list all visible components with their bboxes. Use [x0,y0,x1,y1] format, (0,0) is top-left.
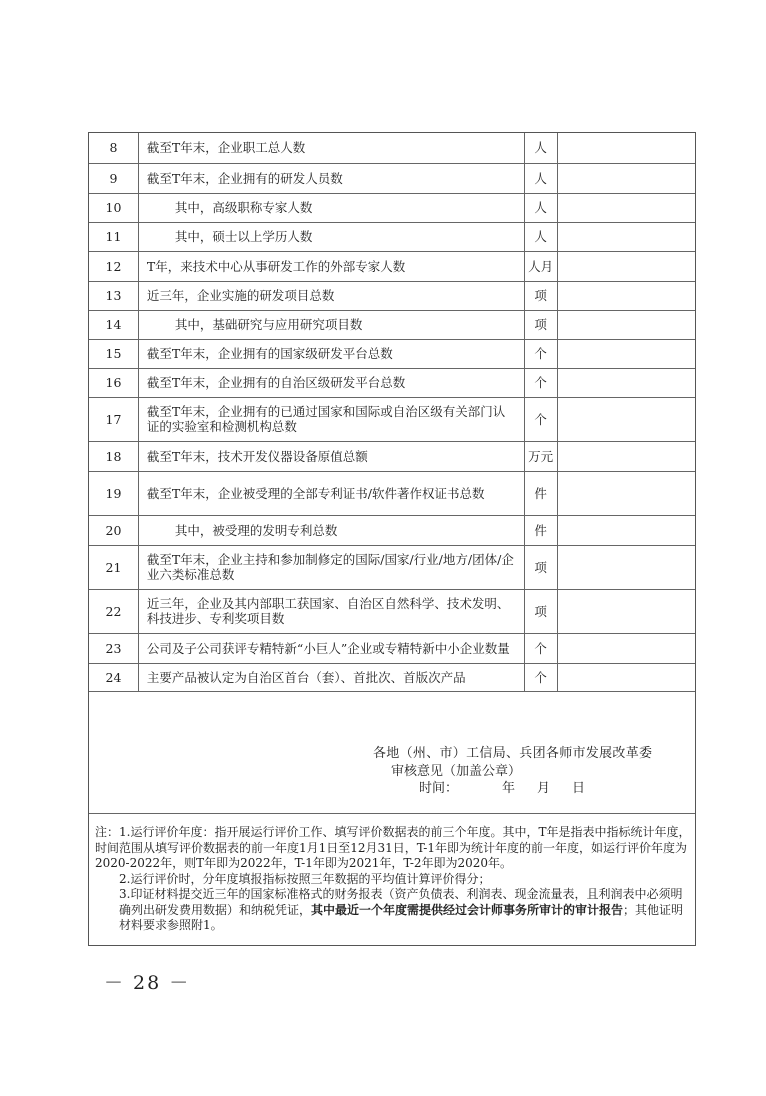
value-cell[interactable] [557,441,695,471]
unit-cell: 个 [524,663,557,691]
indicator-name: 其中，被受理的发明专利总数 [138,515,524,545]
page-number: － 28 － [104,972,191,994]
row-number: 13 [89,281,138,310]
note-1: 注：1.运行评价年度：指开展运行评价工作、填写评价数据表的前三个年度。其中，T年是指表中指标统计年度，时间范围从填写评价数据表的前一年度1月1日至12月31日，T-1年即为统计年度的前一年度，如运行评价年度为2020-2022年，则T年即为2022年，T-1年即为2021年，T-2年即为2020年。 [95,825,691,870]
indicator-table [89,133,695,692]
table-row [89,193,695,222]
indicator-name: 截至T年末，企业拥有的已通过国家和国际或自治区级有关部门认证的实验室和检测机构总数 [138,397,524,441]
row-number: 15 [89,339,138,368]
table-row [89,222,695,251]
table-row [89,633,695,663]
row-number: 21 [89,545,138,589]
indicator-name: 其中，基础研究与应用研究项目数 [138,310,524,339]
table-row [89,310,695,339]
indicator-name: 公司及子公司获评专精特新“小巨人”企业或专精特新中小企业数量 [138,633,524,663]
unit-cell: 人 [524,163,557,193]
value-cell[interactable] [557,133,695,163]
unit-cell: 个 [524,633,557,663]
year-label: 年 [502,781,516,796]
unit-cell: 项 [524,545,557,589]
value-cell[interactable] [557,633,695,663]
unit-cell: 个 [524,339,557,368]
value-cell[interactable] [557,281,695,310]
value-cell[interactable] [557,515,695,545]
review-section [89,700,695,814]
value-cell[interactable] [557,663,695,691]
row-number: 17 [89,397,138,441]
row-number: 8 [89,133,138,163]
indicator-name: 其中，高级职称专家人数 [138,193,524,222]
table-row [89,471,695,515]
notes-section [95,825,691,934]
row-number: 16 [89,368,138,397]
indicator-name: 截至T年末，企业拥有的自治区级研发平台总数 [138,368,524,397]
indicator-name: 截至T年末，企业拥有的研发人员数 [138,163,524,193]
month-label: 月 [537,781,551,796]
day-label: 日 [572,781,586,796]
indicator-name: 其中，硕士以上学历人数 [138,222,524,251]
row-number: 12 [89,251,138,281]
note-3-text: 3.印证材料提交近三年的国家标准格式的财务报表（资产负债表、利润表、现金流量表，且利润表中必须明确列出研发费用数据）和纳税凭证， [119,887,683,917]
row-number: 23 [89,633,138,663]
table-row [89,368,695,397]
table-row [89,163,695,193]
value-cell[interactable] [557,589,695,633]
row-number: 11 [89,222,138,251]
unit-cell: 人 [524,222,557,251]
indicator-name: T年，来技术中心从事研发工作的外部专家人数 [138,251,524,281]
table-row [89,397,695,441]
table-row [89,133,695,163]
value-cell[interactable] [557,339,695,368]
row-number: 10 [89,193,138,222]
value-cell[interactable] [557,471,695,515]
note-3 [95,887,691,934]
unit-cell: 件 [524,515,557,545]
row-number: 9 [89,163,138,193]
unit-cell: 个 [524,368,557,397]
table-row [89,441,695,471]
row-number: 20 [89,515,138,545]
note-2: 2.运行评价时，分年度填报指标按照三年数据的平均值计算评价得分； [119,871,491,886]
time-label: 时间： [419,781,459,796]
note-3-end: ；其他证明材料要求参照附1。 [119,902,684,932]
unit-cell: 项 [524,281,557,310]
value-cell[interactable] [557,163,695,193]
table-row [89,515,695,545]
indicator-name: 截至T年末，企业拥有的国家级研发平台总数 [138,339,524,368]
unit-cell: 万元 [524,441,557,471]
table-row [89,663,695,691]
value-cell[interactable] [557,222,695,251]
unit-cell: 人 [524,133,557,163]
table-row [89,589,695,633]
unit-cell: 人月 [524,251,557,281]
unit-cell: 个 [524,397,557,441]
value-cell[interactable] [557,545,695,589]
unit-cell: 件 [524,471,557,515]
row-number: 19 [89,471,138,515]
table-row [89,545,695,589]
indicator-name: 截至T年末，企业职工总人数 [138,133,524,163]
table-row [89,251,695,281]
review-organization: 各地（州、市）工信局、兵团各师市发展改革委 [373,746,653,761]
unit-cell: 项 [524,310,557,339]
note-3-bold: 其中最近一个年度需提供经过会计师事务所审计的审计报告 [311,902,624,917]
value-cell[interactable] [557,368,695,397]
indicator-name: 截至T年末，企业主持和参加制修定的国际/国家/行业/地方/团体/企业六类标准总数 [138,545,524,589]
review-opinion-label: 审核意见（加盖公章） [391,764,522,779]
row-number: 14 [89,310,138,339]
table-row [89,281,695,310]
unit-cell: 项 [524,589,557,633]
value-cell[interactable] [557,193,695,222]
indicator-name: 主要产品被认定为自治区首台（套）、首批次、首版次产品 [138,663,524,691]
row-number: 22 [89,589,138,633]
review-time [419,777,585,796]
unit-cell: 人 [524,193,557,222]
indicator-name: 截至T年末，技术开发仪器设备原值总额 [138,441,524,471]
indicator-name: 近三年，企业及其内部职工获国家、自治区自然科学、技术发明、科技进步、专利奖项目数 [138,589,524,633]
form-frame [88,132,696,946]
row-number: 24 [89,663,138,691]
value-cell[interactable] [557,251,695,281]
indicator-name: 截至T年末，企业被受理的全部专利证书/软件著作权证书总数 [138,471,524,515]
value-cell[interactable] [557,310,695,339]
indicator-name: 近三年，企业实施的研发项目总数 [138,281,524,310]
value-cell[interactable] [557,397,695,441]
row-number: 18 [89,441,138,471]
table-row [89,339,695,368]
